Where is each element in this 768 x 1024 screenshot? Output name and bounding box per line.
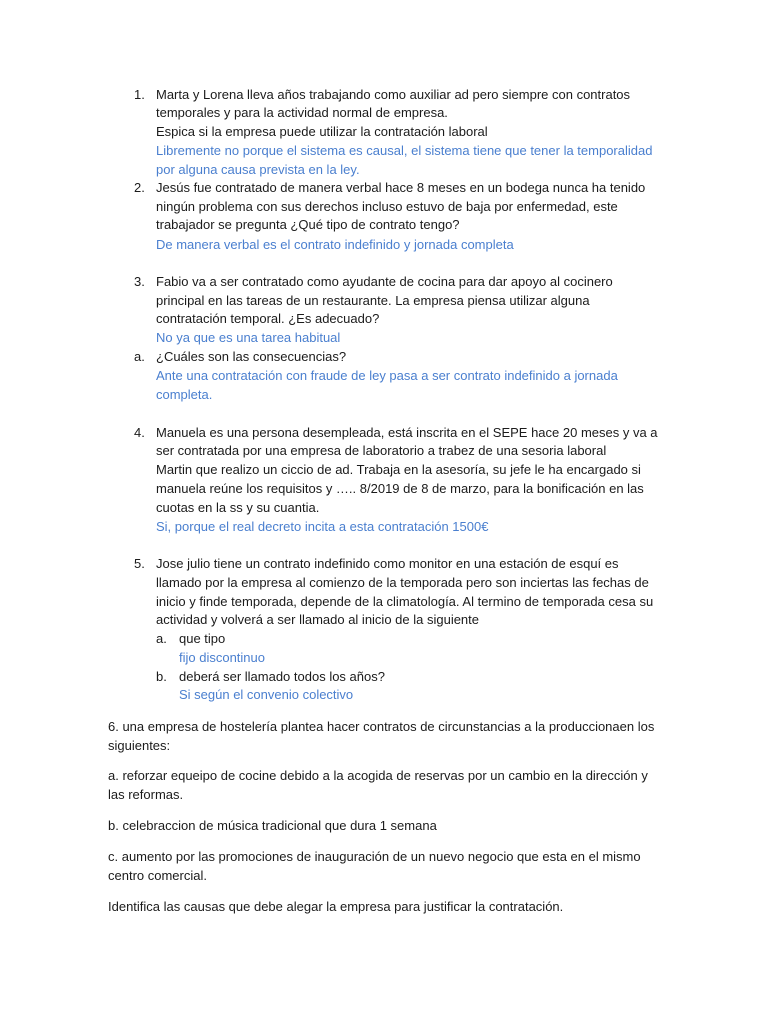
q4-answer-1: Si, porque el real decreto incita a esta contratación 1500€: [156, 519, 489, 534]
q4-line-4: manuela reúne los requisitos y ….. 8/2019 de 8 de marzo, para la bonificación en las: [156, 481, 644, 496]
q5-sub-b-number: b.: [156, 669, 167, 684]
q3-line-1: Fabio va a ser contratado como ayudante de cocina para dar apoyo al cocinero: [156, 274, 613, 289]
q5-number: 5.: [134, 556, 145, 571]
q3-sub-a-question: ¿Cuáles son las consecuencias?: [156, 349, 347, 364]
q6-c-line-2: centro comercial.: [108, 868, 207, 883]
q3-answer-1: No ya que es una tarea habitual: [156, 330, 341, 345]
q5-line-1: Jose julio tiene un contrato indefinido como monitor en una estación de esquí es: [156, 556, 619, 571]
q4-line-1: Manuela es una persona desempleada, está inscrita en el SEPE hace 20 meses y va a: [156, 425, 658, 440]
q1-line-2: temporales y para la actividad normal de empresa.: [156, 105, 448, 120]
q3-line-3: contratación temporal. ¿Es adecuado?: [156, 311, 380, 326]
q4-number: 4.: [134, 425, 145, 440]
q2-number: 2.: [134, 180, 145, 195]
q6-line-2: siguientes:: [108, 738, 171, 753]
q2-line-1: Jesús fue contratado de manera verbal hace 8 meses en un bodega nunca ha tenido: [156, 180, 646, 195]
q1-answer-1: Libremente no porque el sistema es causal, el sistema tiene que tener la temporalidad: [156, 143, 653, 158]
q6-line-1: 6. una empresa de hostelería plantea hacer contratos de circunstancias a la produccionaen los: [108, 719, 655, 734]
q4-line-3: Martin que realizo un ciccio de ad. Trabaja en la asesoría, su jefe le ha encargado si: [156, 462, 641, 477]
q4-line-2: ser contratada por una empresa de laboratorio a trabez de una sesoria laboral: [156, 443, 607, 458]
q5-line-4: actividad y volverá a ser llamado al inicio de la siguiente: [156, 612, 480, 627]
q6-a-line-2: las reformas.: [108, 787, 184, 802]
q6-c-line-1: c. aumento por las promociones de inauguración de un nuevo negocio que esta en el mismo: [108, 849, 641, 864]
q5-sub-a-question: que tipo: [179, 631, 226, 646]
q3-number: 3.: [134, 274, 145, 289]
q3-sub-a-answer-1: Ante una contratación con fraude de ley pasa a ser contrato indefinido a jornada: [156, 368, 618, 383]
q5-sub-a-number: a.: [156, 631, 167, 646]
q4-line-5: cuotas en la ss y su cuantia.: [156, 500, 320, 515]
q1-number: 1.: [134, 87, 145, 102]
q5-sub-b-answer: Si según el convenio colectivo: [179, 687, 354, 702]
q2-answer-1: De manera verbal es el contrato indefinido y jornada completa: [156, 237, 514, 252]
q2-line-2: ningún problema con sus derechos incluso estuvo de baja por enfermedad, este: [156, 199, 618, 214]
q3-line-2: principal en las tareas de un restaurante. La empresa piensa utilizar alguna: [156, 293, 590, 308]
q1-line-1: Marta y Lorena lleva años trabajando como auxiliar ad pero siempre con contratos: [156, 87, 631, 102]
q5-sub-a-answer: fijo discontinuo: [179, 650, 265, 665]
q6-a-line-1: a. reforzar equeipo de cocine debido a la acogida de reservas por un cambio en la dirección y: [108, 768, 648, 783]
q5-sub-b-question: deberá ser llamado todos los años?: [179, 669, 385, 684]
q6-b-line-1: b. celebraccion de música tradicional que dura 1 semana: [108, 818, 437, 833]
q1-answer-2: por alguna causa prevista en la ley.: [156, 162, 360, 177]
q2-line-3: trabajador se pregunta ¿Qué tipo de contrato tengo?: [156, 217, 460, 232]
q3-sub-a-answer-2: completa.: [156, 387, 213, 402]
q3-sub-a-number: a.: [134, 349, 145, 364]
q5-line-3: inicio y finde temporada, depende de la climatología. Al termino de temporada cesa su: [156, 594, 654, 609]
q5-line-2: llamado por la empresa al comienzo de la temporada pero son inciertas las fechas de: [156, 575, 649, 590]
q1-line-3: Espica si la empresa puede utilizar la contratación laboral: [156, 124, 488, 139]
q6-final-instruction: Identifica las causas que debe alegar la empresa para justificar la contratación.: [108, 899, 564, 914]
